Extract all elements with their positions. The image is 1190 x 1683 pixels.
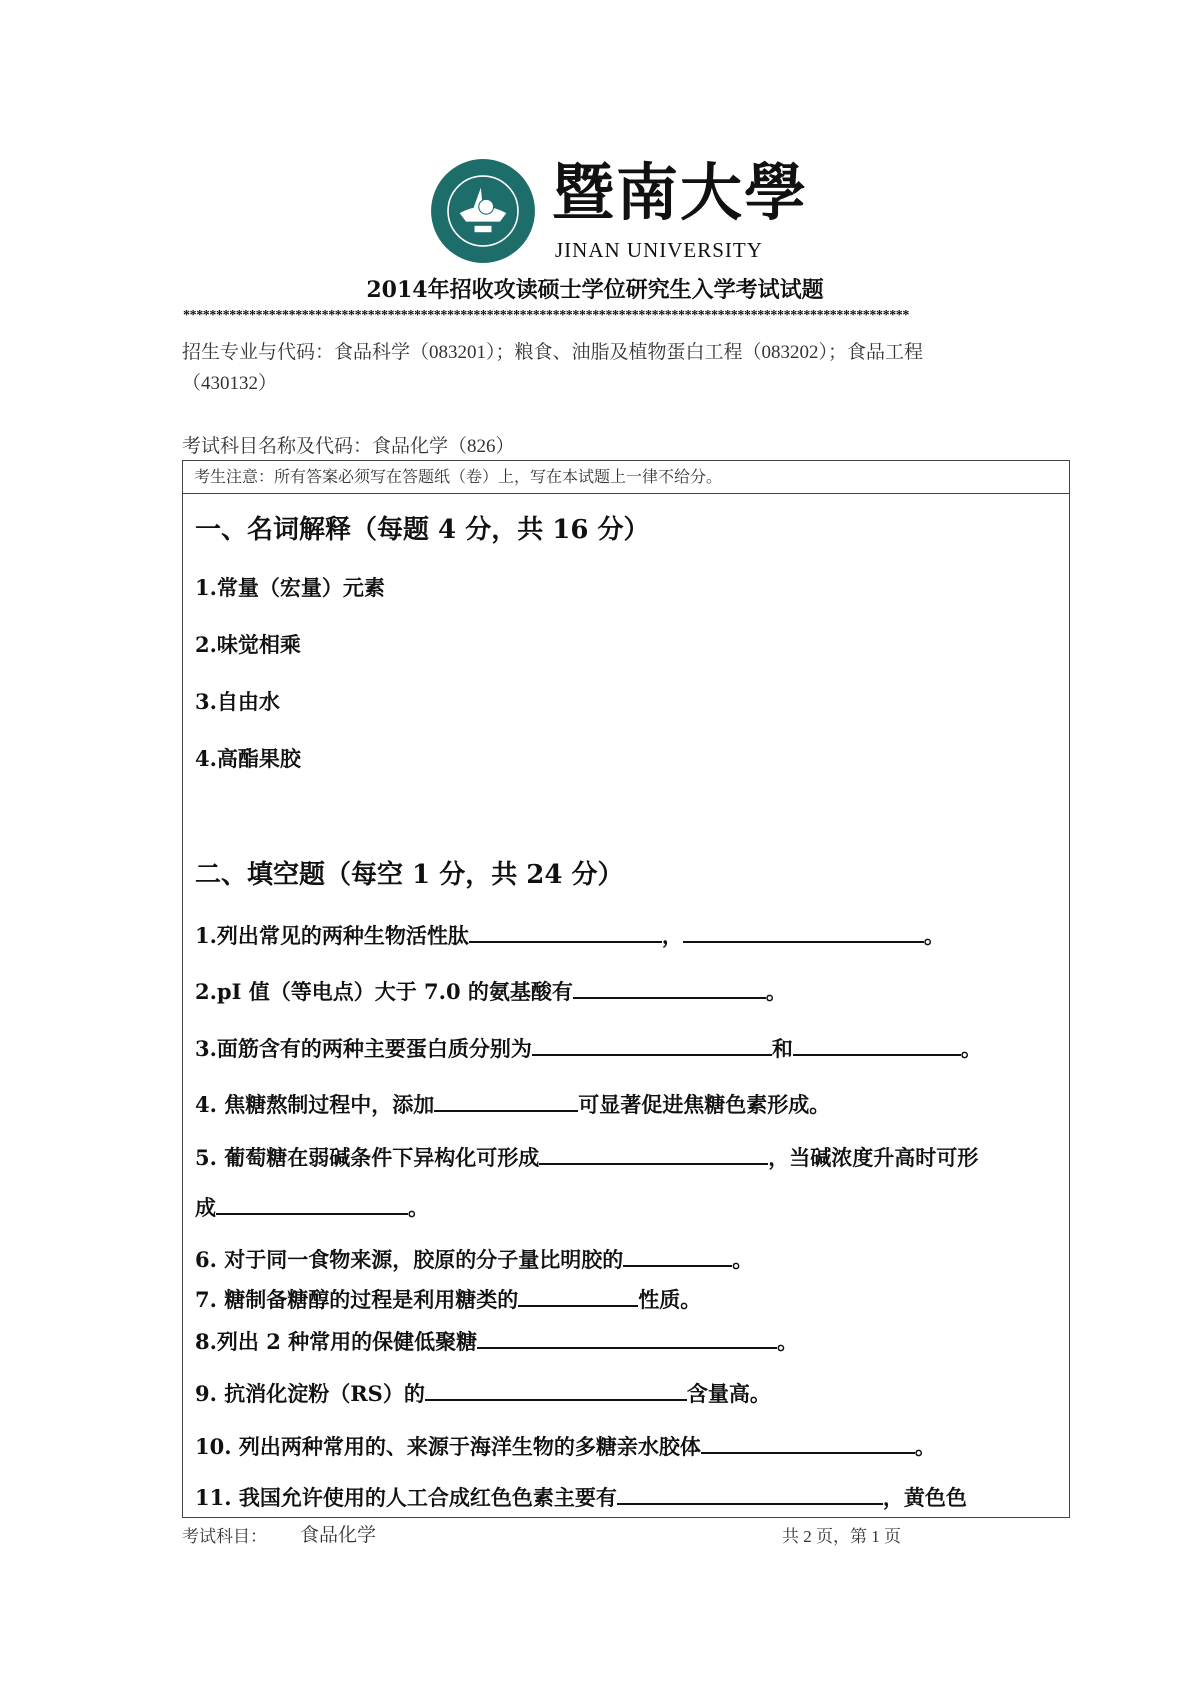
term-item: 2.味觉相乘: [195, 632, 301, 657]
fill-question-9: 9. 抗消化淀粉（RS）的 含量高。: [195, 1377, 771, 1408]
section-1-heading: 一、名词解释（每题 4 分，共 16 分）: [195, 515, 650, 545]
answer-blank: [518, 1283, 638, 1307]
answer-blank: [539, 1141, 768, 1165]
fill-question-10: 10. 列出两种常用的、来源于海洋生物的多糖亲水胶体 。: [195, 1430, 936, 1461]
term-item: 4.高酯果胶: [195, 746, 301, 771]
answer-blank: [617, 1481, 883, 1505]
answer-blank: [425, 1377, 687, 1401]
exam-subject: 考试科目名称及代码：食品化学（826）: [182, 436, 515, 457]
fill-question-11: 11. 我国允许使用的人工合成红色色素主要有 ，黄色色: [195, 1481, 967, 1512]
exam-title: 2014年招收攻读硕士学位研究生入学考试试题: [366, 277, 824, 303]
notice: 考生注意：所有答案必须写在答题纸（卷）上，写在本试题上一律不给分。: [183, 461, 1069, 494]
majors-line-1: 招生专业与代码：食品科学（083201）；粮食、油脂及植物蛋白工程（083202）；食品工程: [182, 342, 924, 363]
fill-question-3: 3.面筋含有的两种主要蛋白质分别为 和 。: [195, 1032, 982, 1063]
fill-question-1: 1.列出常见的两种生物活性肽 ， 。: [195, 919, 945, 950]
fill-question-2: 2.pI 值（等电点）大于 7.0 的氨基酸有 。: [195, 975, 787, 1006]
answer-blank: [683, 919, 924, 943]
fill-question-6: 6. 对于同一食物来源，胶原的分子量比明胶的 。: [195, 1243, 753, 1274]
logo-wordmark-chinese: 暨南大學: [552, 156, 809, 229]
divider-stars: **************************************************************************************************************: [183, 308, 910, 323]
majors-line-2: （430132）: [182, 373, 278, 394]
fill-question-8: 8.列出 2 种常用的保健低聚糖 。: [195, 1325, 798, 1356]
answer-blank: [532, 1032, 772, 1056]
term-item: 3.自由水: [195, 689, 280, 714]
answer-blank: [623, 1243, 732, 1267]
fill-question-5-cont: 成 。: [195, 1191, 429, 1222]
page-number: 共 2 页，第 1 页: [782, 1527, 901, 1546]
fill-question-5: 5. 葡萄糖在弱碱条件下异构化可形成 ，当碱浓度升高时可形: [195, 1141, 978, 1172]
footer-subject-label: 考试科目：: [182, 1527, 267, 1546]
fill-question-4: 4. 焦糖熬制过程中，添加 可显著促进焦糖色素形成。: [195, 1088, 830, 1119]
university-seal-logo: [430, 158, 536, 264]
answer-blank: [477, 1325, 777, 1349]
answer-blank: [701, 1430, 915, 1454]
question-box: [182, 460, 1070, 1518]
fill-question-7: 7. 糖制备糖醇的过程是利用糖类的 性质。: [195, 1283, 701, 1314]
answer-blank: [793, 1032, 961, 1056]
footer-subject: 食品化学: [300, 1525, 377, 1546]
logo-wordmark-english: JINAN UNIVERSITY: [555, 238, 763, 262]
answer-blank: [469, 919, 662, 943]
answer-blank: [216, 1191, 408, 1215]
answer-blank: [573, 975, 766, 999]
term-item: 1.常量（宏量）元素: [195, 575, 385, 600]
answer-blank: [434, 1088, 578, 1112]
section-2-heading: 二、填空题（每空 1 分，共 24 分）: [195, 860, 624, 890]
